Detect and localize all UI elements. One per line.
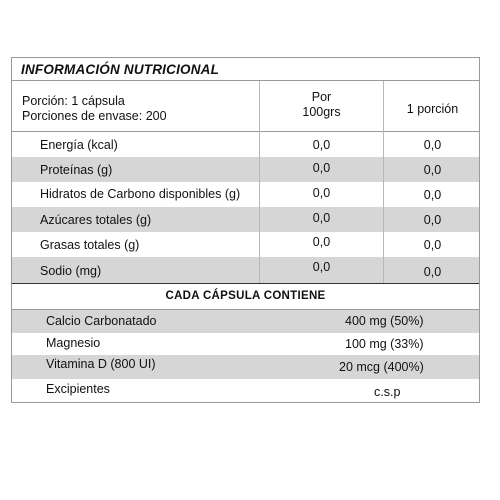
capsule-item-label: Vitamina D (800 UI) [46, 357, 156, 371]
nutrient-label: Azúcares totales (g) [40, 213, 152, 227]
nutrient-per100: 0,0 [312, 235, 331, 249]
nutrient-label: Grasas totales (g) [40, 238, 140, 252]
table-row [12, 132, 479, 157]
table-title: INFORMACIÓN NUTRICIONAL [21, 62, 220, 77]
nutrient-per100: 0,0 [312, 186, 331, 200]
nutrient-label: Sodio (mg) [40, 264, 102, 278]
capsule-item-label: Excipientes [46, 382, 110, 396]
capsule-item-label: Calcio Carbonatado [46, 314, 157, 328]
nutrient-portion: 0,0 [423, 163, 442, 177]
table-row [12, 207, 479, 232]
nutrient-per100: 0,0 [312, 161, 331, 175]
table-row [12, 157, 479, 182]
nutrient-portion: 0,0 [423, 188, 442, 202]
nutrient-portion: 0,0 [423, 213, 442, 227]
column-header-per-100-line1: Por [311, 90, 332, 104]
column-header-portion: 1 porción [406, 102, 459, 116]
capsule-item-value: c.s.p [374, 385, 401, 399]
table-row [12, 182, 479, 207]
nutrient-per100: 0,0 [312, 211, 331, 225]
nutrient-per100: 0,0 [312, 260, 331, 274]
capsule-item-value: 400 mg (50%) [345, 314, 424, 328]
capsule-row [12, 333, 479, 355]
section-divider [12, 283, 479, 284]
column-header-per-100-line2: 100grs [302, 105, 341, 119]
table-row [12, 232, 479, 257]
nutrient-label: Proteínas (g) [40, 163, 113, 177]
servings-per-container: Porciones de envase: 200 [22, 109, 167, 123]
nutrient-portion: 0,0 [423, 138, 442, 152]
nutrient-per100: 0,0 [312, 138, 331, 152]
nutrient-label: Energía (kcal) [40, 138, 118, 152]
column-divider [259, 81, 260, 283]
capsule-heading: CADA CÁPSULA CONTIENE [165, 290, 326, 302]
capsule-row [12, 310, 479, 333]
column-header-per-100 [260, 90, 383, 120]
nutrient-label: Hidratos de Carbono disponibles (g) [40, 187, 241, 201]
capsule-row [12, 355, 479, 379]
table-row [12, 257, 479, 283]
divider [12, 80, 479, 81]
nutrient-portion: 0,0 [423, 265, 442, 279]
capsule-row [12, 379, 479, 403]
capsule-item-value: 20 mcg (400%) [339, 360, 424, 374]
serving-size: Porción: 1 cápsula [22, 94, 125, 108]
column-divider [383, 81, 384, 283]
capsule-item-label: Magnesio [46, 336, 101, 350]
capsule-item-value: 100 mg (33%) [345, 337, 424, 351]
nutrition-facts-table [11, 57, 480, 403]
nutrient-portion: 0,0 [423, 238, 442, 252]
